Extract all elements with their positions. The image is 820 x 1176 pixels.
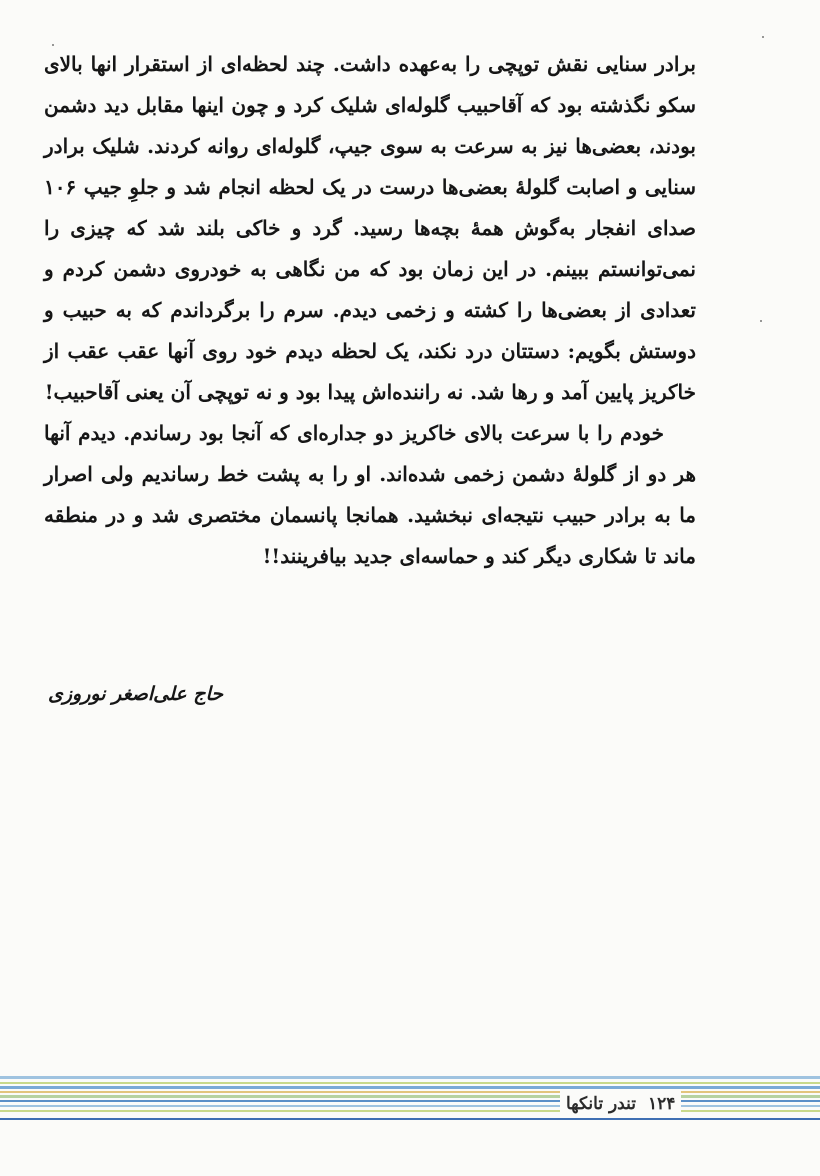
running-footer <box>560 1090 681 1118</box>
footer-stripe <box>0 1105 820 1107</box>
footer-stripe <box>0 1091 820 1093</box>
footer-stripe <box>0 1076 820 1079</box>
footer-stripe <box>0 1110 820 1112</box>
footer-stripe <box>0 1082 820 1084</box>
footer-stripes <box>0 1074 820 1126</box>
book-title: تندر تانکها <box>566 1094 636 1114</box>
paragraph-1: برادر سنایی نقش توپچی را به‌عهده داشت. چند لحظه‌ای از استقرار انها بالای سکو نگذشته بود که آقاحبیب گلوله‌ای شلیک کرد و چون اینها مقابل دید دشمن بودند، بعضی‌ها نیز به سرعت به سوی جیپ، گلوله‌ای روانه کردند. شلیک برادر سنایی و اصابت گلولهٔ بعضی‌ها درست در یک لحظه انجام شد و جلوِ جیپ ۱۰۶ صدای انفجار به‌گوش همهٔ بچه‌ها رسید. گرد و خاکی بلند شد که چیزی را نمی‌توانستم ببینم. در این زمان بود که من نگاهی به خودروی دشمن کردم و تعدادی از بعضی‌ها را کشته و زخمی دیدم. سرم را برگرداندم که به حبیب و دوستش بگویم: دستتان درد نکند، یک لحظه دیدم خود روی آنها عقب عقب از خاکریز پایین آمد و رها شد. نه راننده‌اش پیدا بود و نه توپچی آن یعنی آقاحبیب! <box>44 52 696 404</box>
footer-stripe <box>0 1118 820 1120</box>
footer-stripe <box>0 1095 820 1098</box>
page-number: ۱۲۴ <box>647 1094 676 1114</box>
footer-stripe <box>0 1100 820 1102</box>
author-signature: حاج علی‌اصغر نوروزی <box>48 683 224 705</box>
footer-stripe <box>0 1086 820 1089</box>
scan-speck <box>760 320 762 322</box>
scan-speck <box>762 36 764 38</box>
paragraph-2: خودم را با سرعت بالای خاکریز دو جداره‌ای که آنجا بود رساندم. دیدم آنها هر دو از گلولهٔ دشمن زخمی شده‌اند. او را به پشت خط رساندیم ولی اصرار ما به برادر حبیب نتیجه‌ای نبخشید. همانجا پانسمان مختصری شد و در منطقه ماند تا شکاری دیگر کند و حماسه‌ای جدید بیافرینند!! <box>44 421 696 568</box>
body-text <box>44 44 696 577</box>
